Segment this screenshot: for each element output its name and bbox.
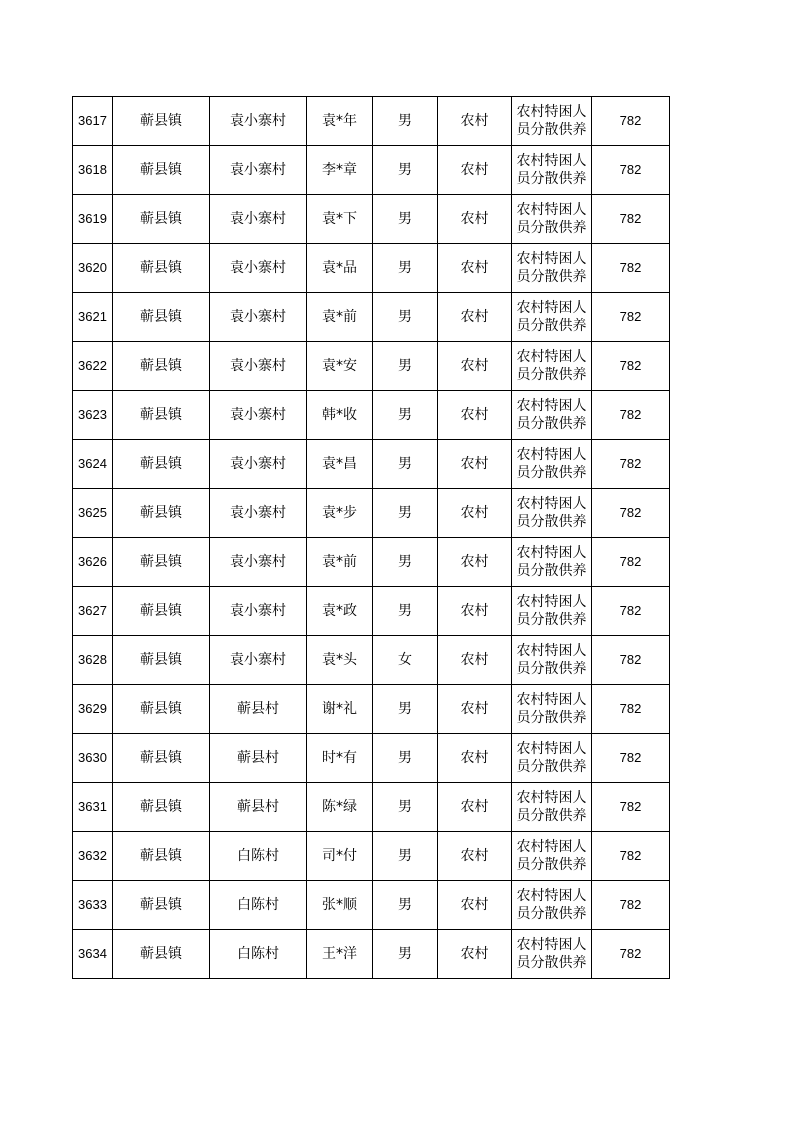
cell-area-type: 农村 — [438, 734, 512, 783]
cell-gender: 男 — [373, 244, 438, 293]
cell-town: 蕲县镇 — [113, 881, 210, 930]
cell-amount: 782 — [592, 391, 670, 440]
cell-person-name: 陈*绿 — [307, 783, 373, 832]
table-row — [73, 195, 670, 244]
cell-assistance-category: 农村特困人员分散供养 — [512, 930, 592, 979]
cell-serial-number: 3624 — [73, 440, 113, 489]
cell-village: 蕲县村 — [210, 783, 307, 832]
table-row — [73, 244, 670, 293]
cell-village: 蕲县村 — [210, 734, 307, 783]
cell-area-type: 农村 — [438, 293, 512, 342]
cell-assistance-category: 农村特困人员分散供养 — [512, 685, 592, 734]
cell-person-name: 司*付 — [307, 832, 373, 881]
cell-assistance-category: 农村特困人员分散供养 — [512, 636, 592, 685]
cell-assistance-category: 农村特困人员分散供养 — [512, 881, 592, 930]
cell-amount: 782 — [592, 930, 670, 979]
cell-serial-number: 3631 — [73, 783, 113, 832]
cell-person-name: 张*顺 — [307, 881, 373, 930]
cell-person-name: 袁*步 — [307, 489, 373, 538]
cell-town: 蕲县镇 — [113, 636, 210, 685]
cell-assistance-category: 农村特困人员分散供养 — [512, 783, 592, 832]
cell-assistance-category: 农村特困人员分散供养 — [512, 587, 592, 636]
cell-area-type: 农村 — [438, 244, 512, 293]
cell-assistance-category: 农村特困人员分散供养 — [512, 146, 592, 195]
cell-amount: 782 — [592, 244, 670, 293]
cell-amount: 782 — [592, 832, 670, 881]
cell-assistance-category: 农村特困人员分散供养 — [512, 244, 592, 293]
table-row — [73, 146, 670, 195]
cell-person-name: 袁*政 — [307, 587, 373, 636]
cell-town: 蕲县镇 — [113, 342, 210, 391]
cell-town: 蕲县镇 — [113, 685, 210, 734]
cell-person-name: 袁*前 — [307, 538, 373, 587]
cell-assistance-category: 农村特困人员分散供养 — [512, 832, 592, 881]
cell-area-type: 农村 — [438, 685, 512, 734]
cell-serial-number: 3632 — [73, 832, 113, 881]
cell-gender: 男 — [373, 881, 438, 930]
cell-gender: 男 — [373, 146, 438, 195]
cell-amount: 782 — [592, 293, 670, 342]
cell-area-type: 农村 — [438, 440, 512, 489]
cell-area-type: 农村 — [438, 930, 512, 979]
cell-town: 蕲县镇 — [113, 146, 210, 195]
cell-town: 蕲县镇 — [113, 195, 210, 244]
cell-gender: 男 — [373, 489, 438, 538]
table-row — [73, 587, 670, 636]
cell-area-type: 农村 — [438, 342, 512, 391]
cell-assistance-category: 农村特困人员分散供养 — [512, 97, 592, 146]
cell-gender: 男 — [373, 930, 438, 979]
cell-assistance-category: 农村特困人员分散供养 — [512, 489, 592, 538]
cell-person-name: 袁*年 — [307, 97, 373, 146]
cell-person-name: 李*章 — [307, 146, 373, 195]
cell-gender: 男 — [373, 685, 438, 734]
table-row — [73, 930, 670, 979]
cell-gender: 男 — [373, 587, 438, 636]
cell-village: 袁小寨村 — [210, 146, 307, 195]
cell-town: 蕲县镇 — [113, 832, 210, 881]
cell-village: 白陈村 — [210, 930, 307, 979]
table-row — [73, 783, 670, 832]
cell-amount: 782 — [592, 538, 670, 587]
cell-area-type: 农村 — [438, 489, 512, 538]
cell-amount: 782 — [592, 587, 670, 636]
cell-village: 袁小寨村 — [210, 195, 307, 244]
cell-serial-number: 3633 — [73, 881, 113, 930]
cell-serial-number: 3621 — [73, 293, 113, 342]
cell-serial-number: 3618 — [73, 146, 113, 195]
cell-village: 袁小寨村 — [210, 97, 307, 146]
cell-person-name: 袁*头 — [307, 636, 373, 685]
cell-gender: 男 — [373, 342, 438, 391]
cell-area-type: 农村 — [438, 391, 512, 440]
cell-serial-number: 3628 — [73, 636, 113, 685]
cell-village: 袁小寨村 — [210, 342, 307, 391]
cell-town: 蕲县镇 — [113, 489, 210, 538]
cell-person-name: 韩*收 — [307, 391, 373, 440]
cell-village: 袁小寨村 — [210, 538, 307, 587]
cell-serial-number: 3630 — [73, 734, 113, 783]
cell-area-type: 农村 — [438, 195, 512, 244]
cell-gender: 男 — [373, 391, 438, 440]
cell-village: 袁小寨村 — [210, 489, 307, 538]
cell-assistance-category: 农村特困人员分散供养 — [512, 195, 592, 244]
cell-assistance-category: 农村特困人员分散供养 — [512, 391, 592, 440]
cell-town: 蕲县镇 — [113, 538, 210, 587]
cell-town: 蕲县镇 — [113, 783, 210, 832]
table-row — [73, 440, 670, 489]
table-row — [73, 538, 670, 587]
cell-area-type: 农村 — [438, 538, 512, 587]
cell-gender: 男 — [373, 440, 438, 489]
cell-amount: 782 — [592, 734, 670, 783]
cell-village: 袁小寨村 — [210, 244, 307, 293]
cell-serial-number: 3629 — [73, 685, 113, 734]
cell-assistance-category: 农村特困人员分散供养 — [512, 734, 592, 783]
table-row — [73, 832, 670, 881]
cell-amount: 782 — [592, 440, 670, 489]
cell-village: 袁小寨村 — [210, 636, 307, 685]
cell-town: 蕲县镇 — [113, 391, 210, 440]
cell-village: 袁小寨村 — [210, 440, 307, 489]
cell-gender: 女 — [373, 636, 438, 685]
table-row — [73, 881, 670, 930]
cell-assistance-category: 农村特困人员分散供养 — [512, 538, 592, 587]
cell-assistance-category: 农村特困人员分散供养 — [512, 440, 592, 489]
cell-person-name: 谢*礼 — [307, 685, 373, 734]
table-row — [73, 342, 670, 391]
cell-town: 蕲县镇 — [113, 293, 210, 342]
table-row — [73, 97, 670, 146]
cell-village: 袁小寨村 — [210, 293, 307, 342]
cell-gender: 男 — [373, 734, 438, 783]
cell-amount: 782 — [592, 489, 670, 538]
cell-serial-number: 3626 — [73, 538, 113, 587]
cell-village: 白陈村 — [210, 881, 307, 930]
cell-serial-number: 3625 — [73, 489, 113, 538]
cell-amount: 782 — [592, 195, 670, 244]
cell-town: 蕲县镇 — [113, 97, 210, 146]
cell-serial-number: 3620 — [73, 244, 113, 293]
cell-gender: 男 — [373, 293, 438, 342]
table-body — [73, 97, 670, 979]
cell-serial-number: 3623 — [73, 391, 113, 440]
cell-assistance-category: 农村特困人员分散供养 — [512, 293, 592, 342]
cell-area-type: 农村 — [438, 783, 512, 832]
cell-serial-number: 3622 — [73, 342, 113, 391]
cell-amount: 782 — [592, 636, 670, 685]
cell-assistance-category: 农村特困人员分散供养 — [512, 342, 592, 391]
cell-area-type: 农村 — [438, 636, 512, 685]
table-row — [73, 636, 670, 685]
cell-gender: 男 — [373, 538, 438, 587]
cell-amount: 782 — [592, 342, 670, 391]
cell-amount: 782 — [592, 146, 670, 195]
cell-person-name: 袁*品 — [307, 244, 373, 293]
table-row — [73, 489, 670, 538]
cell-area-type: 农村 — [438, 881, 512, 930]
cell-serial-number: 3619 — [73, 195, 113, 244]
cell-town: 蕲县镇 — [113, 734, 210, 783]
cell-serial-number: 3634 — [73, 930, 113, 979]
cell-village: 袁小寨村 — [210, 391, 307, 440]
cell-amount: 782 — [592, 783, 670, 832]
cell-town: 蕲县镇 — [113, 930, 210, 979]
table-row — [73, 391, 670, 440]
cell-serial-number: 3627 — [73, 587, 113, 636]
cell-village: 白陈村 — [210, 832, 307, 881]
cell-area-type: 农村 — [438, 587, 512, 636]
cell-gender: 男 — [373, 783, 438, 832]
cell-amount: 782 — [592, 97, 670, 146]
cell-amount: 782 — [592, 685, 670, 734]
cell-gender: 男 — [373, 195, 438, 244]
cell-serial-number: 3617 — [73, 97, 113, 146]
cell-area-type: 农村 — [438, 832, 512, 881]
relief-recipients-table — [72, 96, 670, 979]
table-row — [73, 293, 670, 342]
cell-person-name: 袁*下 — [307, 195, 373, 244]
cell-person-name: 王*洋 — [307, 930, 373, 979]
cell-gender: 男 — [373, 832, 438, 881]
cell-amount: 782 — [592, 881, 670, 930]
cell-person-name: 袁*昌 — [307, 440, 373, 489]
cell-person-name: 时*有 — [307, 734, 373, 783]
cell-person-name: 袁*安 — [307, 342, 373, 391]
cell-area-type: 农村 — [438, 146, 512, 195]
cell-village: 蕲县村 — [210, 685, 307, 734]
cell-area-type: 农村 — [438, 97, 512, 146]
cell-town: 蕲县镇 — [113, 440, 210, 489]
cell-gender: 男 — [373, 97, 438, 146]
cell-person-name: 袁*前 — [307, 293, 373, 342]
cell-village: 袁小寨村 — [210, 587, 307, 636]
table-row — [73, 734, 670, 783]
table-row — [73, 685, 670, 734]
cell-town: 蕲县镇 — [113, 244, 210, 293]
cell-town: 蕲县镇 — [113, 587, 210, 636]
